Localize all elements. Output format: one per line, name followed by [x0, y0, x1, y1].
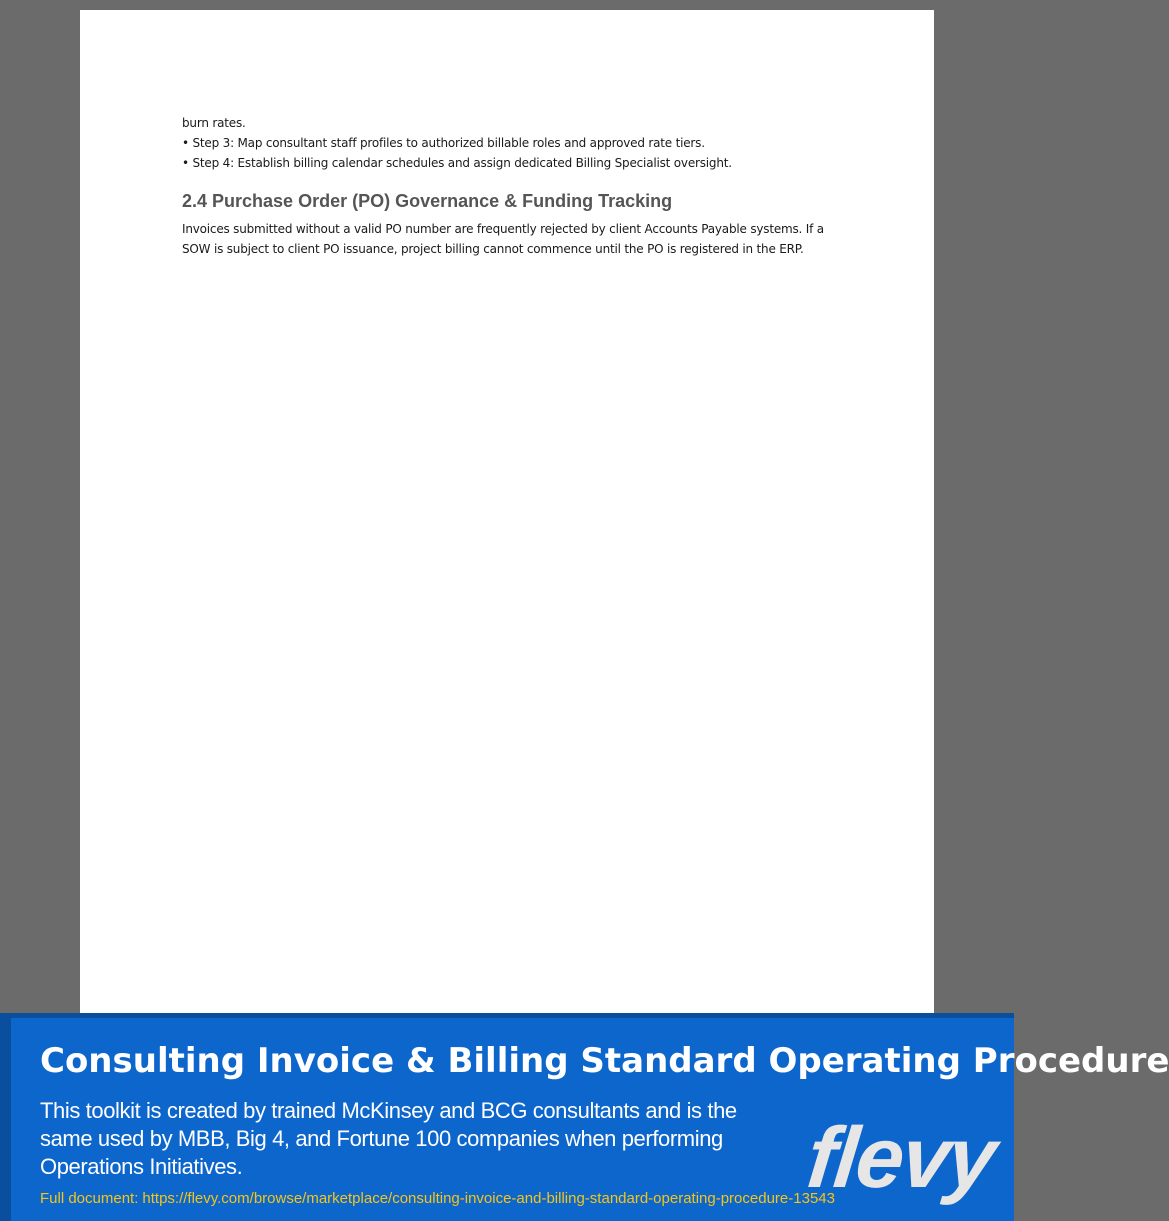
- full-document-label: Full document:: [40, 1190, 139, 1207]
- banner-title: Consulting Invoice & Billing Standard Operating Procedure: [40, 1041, 1169, 1081]
- document-content: [182, 113, 832, 259]
- full-document-link[interactable]: [40, 1189, 835, 1209]
- section-heading-po-governance: 2.4 Purchase Order (PO) Governance & Funding Tracking: [182, 191, 673, 211]
- flevy-logo: flevy: [802, 1110, 1000, 1206]
- full-document-url[interactable]: https://flevy.com/browse/marketplace/consulting-invoice-and-billing-standard-operating-procedure-13543: [142, 1190, 835, 1207]
- bullet-step-3: • Step 3: Map consultant staff profiles to authorized billable roles and approved rate tiers.: [182, 136, 705, 150]
- banner-description: This toolkit is created by trained McKinsey and BCG consultants and is the same used by MBB, Big 4, and Fortune 100 companies when performing Operations Initiatives.: [40, 1098, 737, 1179]
- text-line-burn-rates: burn rates.: [182, 116, 246, 130]
- paragraph-po-invoices: Invoices submitted without a valid PO number are frequently rejected by client Accounts Payable systems. If a SOW is subject to client PO issuance, project billing cannot commence until the PO is registered in the ERP.: [182, 222, 824, 256]
- promo-banner: [0, 1013, 1169, 1221]
- bullet-step-4: • Step 4: Establish billing calendar schedules and assign dedicated Billing Specialist oversight.: [182, 156, 732, 170]
- promo-banner-panel: [11, 1018, 1169, 1221]
- document-page: [80, 10, 934, 1013]
